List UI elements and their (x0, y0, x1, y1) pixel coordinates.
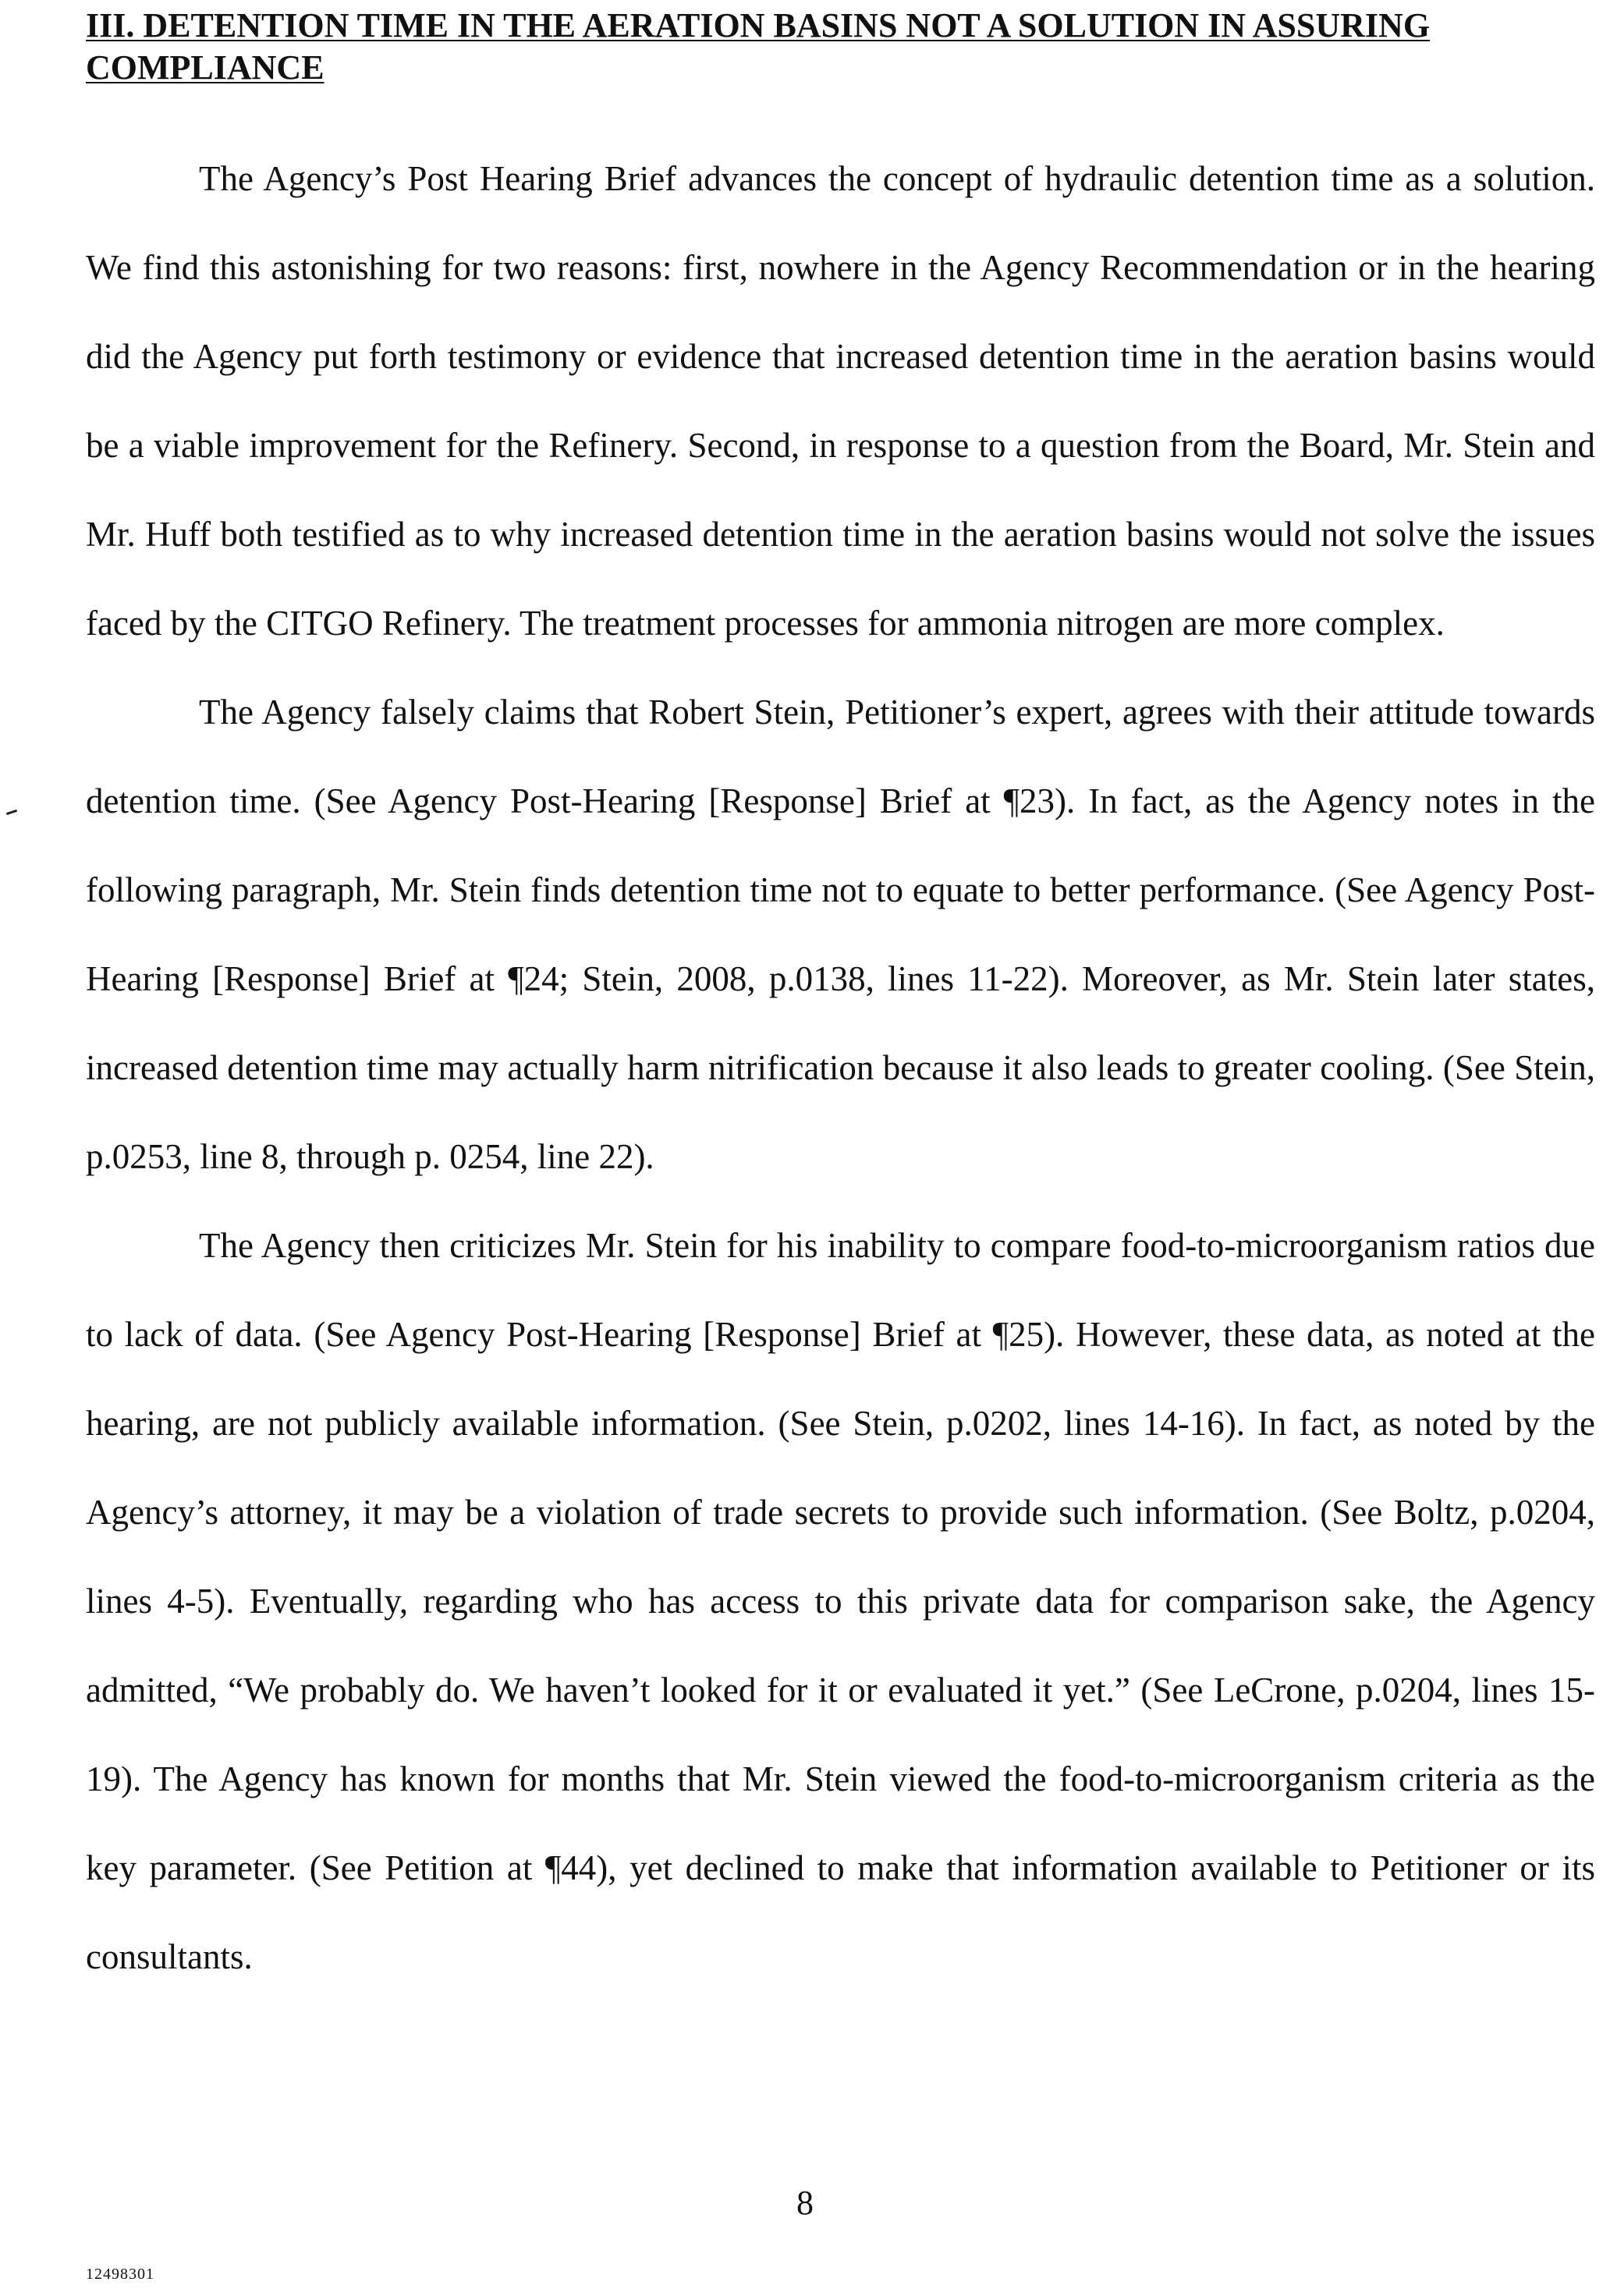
paragraph-2: The Agency falsely claims that Robert Stein, Petitioner’s expert, agrees with their attitude towards detention time. (See Agency Post-Hearing [Response] Brief at ¶23). In fact, as the Agency notes in the following paragraph, Mr. Stein finds detention time not to equate to better performance. (See Agency Post-Hearing [Response] Brief at ¶24; Stein, 2008, p.0138, lines 11-22). Moreover, as Mr. Stein later states, increased detention time may actually harm nitrification because it also leads to greater cooling. (See Stein, p.0253, line 8, through p. 0254, line 22). (86, 693, 1595, 1176)
margin-mark (6, 810, 17, 815)
paragraph-3: The Agency then criticizes Mr. Stein for his inability to compare food-to-microorganism ratios due to lack of data. (See Agency Post-Hearing [Response] Brief at ¶25). However, these data, as noted at the hearing, are not publicly available information. (See Stein, p.0202, lines 14-16). In fact, as noted by the Agency’s attorney, it may be a violation of trade secrets to provide such information. (See Boltz, p.0204, lines 4-5). Eventually, regarding who has access to this private data for comparison sake, the Agency admitted, “We probably do. We haven’t looked for it or evaluated it yet.” (See LeCrone, p.0204, lines 15-19). The Agency has known for months that Mr. Stein viewed the food-to-microorganism criteria as the key parameter. (See Petition at ¶44), yet declined to make that information available to Petitioner or its consultants. (86, 1226, 1595, 1976)
body-text (86, 134, 1595, 2001)
paragraph-1: The Agency’s Post Hearing Brief advances the concept of hydraulic detention time as a solution. We find this astonishing for two reasons: first, nowhere in the Agency Recommendation or in the hearing did the Agency put forth testimony or evidence that increased detention time in the aeration basins would be a viable improvement for the Refinery. Second, in response to a question from the Board, Mr. Stein and Mr. Huff both testified as to why increased detention time in the aeration basins would not solve the issues faced by the CITGO Refinery. The treatment processes for ammonia nitrogen are more complex. (86, 159, 1595, 643)
section-heading: III. DETENTION TIME IN THE AERATION BASINS NOT A SOLUTION IN ASSURING COMPLIANCE (86, 6, 1431, 87)
page-number: 8 (796, 2184, 814, 2222)
document-id: 12498301 (86, 2266, 154, 2283)
